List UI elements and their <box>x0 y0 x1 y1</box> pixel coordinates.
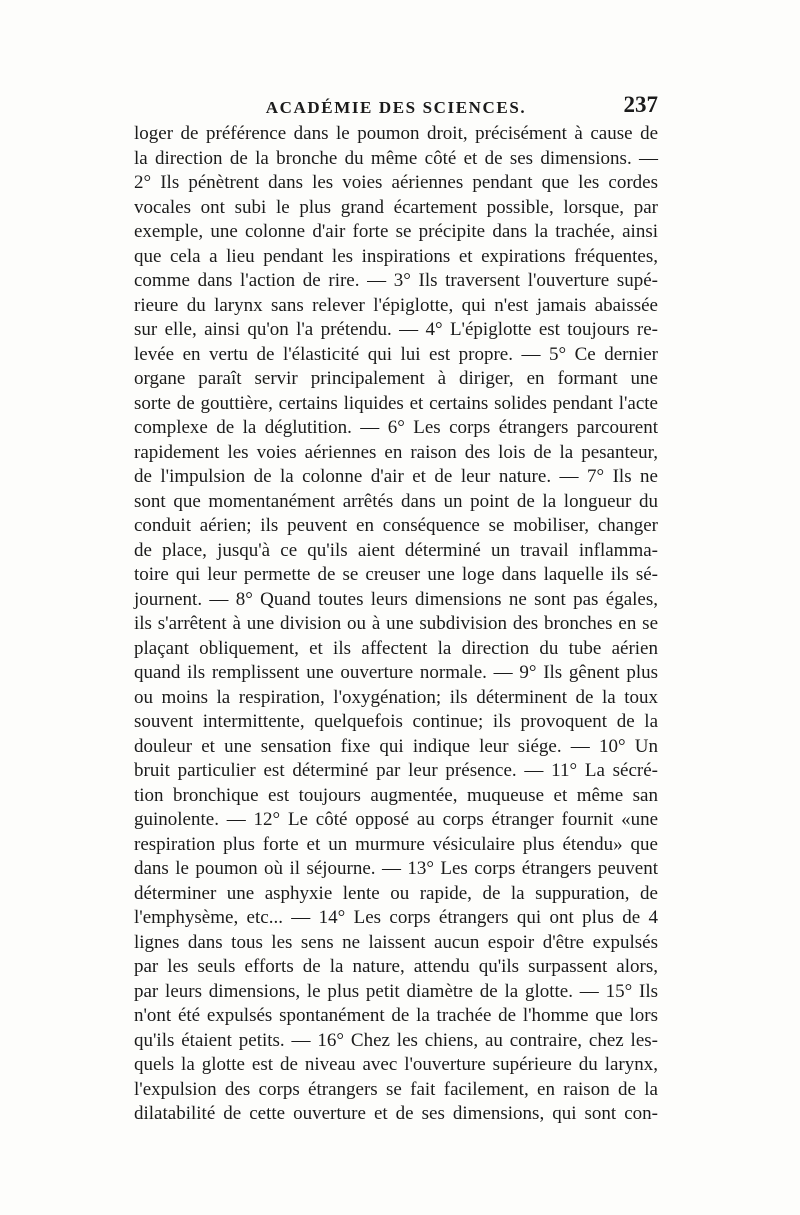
text-line: l'expulsion des corps étrangers se fait facilement, en raison de la <box>134 1078 658 1100</box>
text-line: levée en vertu de l'élasticité qui lui est propre. — 5° Ce dernier <box>134 343 658 365</box>
text-line: toire qui leur permette de se creuser une loge dans laquelle ils sé- <box>134 564 658 585</box>
text-line: loger de préférence dans le poumon droit, précisément à cause de <box>134 123 658 144</box>
text-line: de place, jusqu'à ce qu'ils aient déterminé un travail inflamma- <box>134 539 658 561</box>
text-line: déterminer une asphyxie lente ou rapide, de la suppuration, de <box>134 882 658 904</box>
text-line: rieure du larynx sans relever l'épiglotte, qui n'est jamais abaissée <box>134 294 658 316</box>
text-line: l'emphysème, etc... — 14° Les corps étrangers qui ont plus de 4 <box>134 907 658 928</box>
text-line: conduit aérien; ils peuvent en conséquence se mobiliser, changer <box>134 515 658 536</box>
text-line: respiration plus forte et un murmure vésiculaire plus étendu» que <box>134 833 658 855</box>
text-line: 2° Ils pénètrent dans les voies aériennes pendant que les cordes <box>134 172 658 193</box>
text-line: quand ils remplissent une ouverture normale. — 9° Ils gênent plus <box>134 662 658 683</box>
text-line: sorte de gouttière, certains liquides et certains solides pendant l'acte <box>134 392 658 414</box>
text-line: comme dans l'action de rire. — 3° Ils traversent l'ouverture supé- <box>134 270 658 291</box>
text-line: que cela a lieu pendant les inspirations et expirations fréquentes, <box>134 245 658 267</box>
text-line: quels la glotte est de niveau avec l'ouverture supérieure du larynx, <box>134 1054 658 1075</box>
text-line: bruit particulier est déterminé par leur présence. — 11° La sécré- <box>134 760 658 781</box>
running-title: ACADÉMIE DES SCIENCES. <box>265 98 527 117</box>
text-line: souvent intermittente, quelquefois continue; ils provoquent de la <box>134 711 658 732</box>
text-line: dans le poumon où il séjourne. — 13° Les corps étrangers peuvent <box>134 858 658 879</box>
text-line: la direction de la bronche du même côté et de ses dimensions. — <box>134 147 658 169</box>
text-line: par les seuls efforts de la nature, attendu qu'ils surpassent alors, <box>134 956 658 977</box>
text-line: journent. — 8° Quand toutes leurs dimensions ne sont pas égales, <box>134 588 658 610</box>
text-line: rapidement les voies aériennes en raison des lois de la pesanteur, <box>134 441 658 463</box>
text-line: complexe de la déglutition. — 6° Les corps étrangers parcourent <box>134 417 658 438</box>
text-line: de l'impulsion de la colonne d'air et de leur nature. — 7° Ils ne <box>134 466 658 487</box>
text-line: plaçant obliquement, et ils affectent la direction du tube aérien <box>134 637 658 659</box>
text-line: sont que momentanément arrêtés dans un point de la longueur du <box>134 490 658 512</box>
text-line: n'ont été expulsés spontanément de la trachée de l'homme que lors <box>134 1005 658 1026</box>
text-line: guinolente. — 12° Le côté opposé au corps étranger fournit «une <box>134 809 658 830</box>
page <box>134 92 658 1127</box>
text-line: organe paraît servir principalement à diriger, en formant une <box>134 368 658 389</box>
text-line: ou moins la respiration, l'oxygénation; ils déterminent de la toux <box>134 686 658 708</box>
page-number: 237 <box>623 92 658 117</box>
text-line: tion bronchique est toujours augmentée, muqueuse et même san <box>134 784 658 806</box>
text-line: exemple, une colonne d'air forte se précipite dans la trachée, ainsi <box>134 221 658 242</box>
text-line: par leurs dimensions, le plus petit diamètre de la glotte. — 15° Ils <box>134 980 658 1002</box>
text-line: dilatabilité de cette ouverture et de ses dimensions, qui sont con- <box>134 1103 658 1124</box>
body-text <box>134 122 658 1127</box>
text-line: douleur et une sensation fixe qui indique leur siége. — 10° Un <box>134 735 658 757</box>
text-line: ils s'arrêtent à une division ou à une subdivision des bronches en se <box>134 613 658 634</box>
text-line: lignes dans tous les sens ne laissent aucun espoir d'être expulsés <box>134 931 658 953</box>
text-line: vocales ont subi le plus grand écartement possible, lorsque, par <box>134 196 658 218</box>
text-line: sur elle, ainsi qu'on l'a prétendu. — 4° L'épiglotte est toujours re- <box>134 319 658 340</box>
running-head <box>134 92 658 122</box>
text-line: qu'ils étaient petits. — 16° Chez les chiens, au contraire, chez les- <box>134 1029 658 1051</box>
